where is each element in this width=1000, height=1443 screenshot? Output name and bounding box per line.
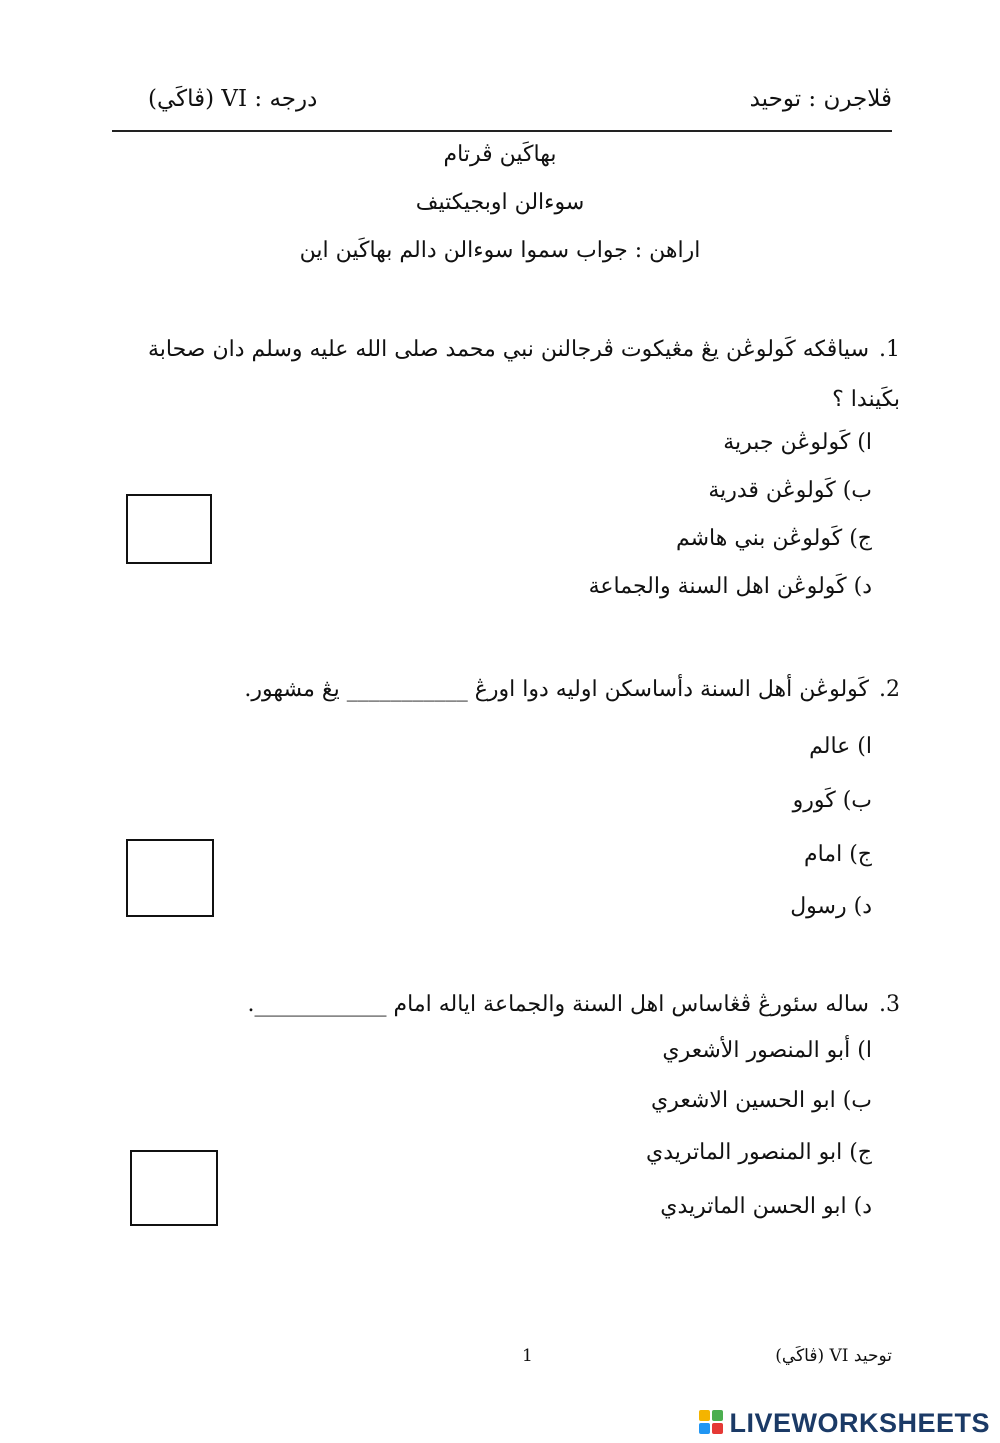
grade-label: درجه : VI (ڤاكَي) <box>148 86 318 112</box>
question-text: ساله سئورڠ ڤڠاساس اهل السنة والجماعة اياله امام ____________. <box>247 992 869 1017</box>
q1-option-a: ا) كَولوڠن جبرية <box>723 430 872 455</box>
footer-label: توحيد VI (ڤاكَي) <box>775 1346 892 1366</box>
section-subtitle: سوءالن اوبجيكتيف <box>415 190 585 215</box>
q1-option-c: ج) كَولوڠن بني هاشم <box>675 526 872 551</box>
question-number: 2. <box>879 677 900 702</box>
q3-option-b: ب) ابو الحسين الاشعري <box>651 1088 872 1113</box>
q3-answer-box[interactable] <box>130 1150 218 1226</box>
page-number: 1 <box>522 1346 533 1366</box>
liveworksheets-brand <box>699 1408 990 1438</box>
question-1 <box>100 325 900 425</box>
header-divider <box>112 130 892 132</box>
q2-option-c: ج) امام <box>803 842 872 867</box>
q1-option-d: د) كَولوڠن اهل السنة والجماعة <box>588 574 872 599</box>
question-3 <box>100 980 900 1030</box>
brand-name: LIVEWORKSHEETS <box>729 1407 990 1438</box>
q3-option-c: ج) ابو المنصور الماتريدي <box>645 1140 872 1165</box>
q3-option-d: د) ابو الحسن الماتريدي <box>660 1194 872 1219</box>
subject-label: ڤلاجرن : توحيد <box>749 86 892 112</box>
liveworksheets-logo-icon <box>699 1410 725 1436</box>
question-2 <box>100 665 900 715</box>
q3-option-a: ا) أبو المنصور الأشعري <box>662 1038 872 1063</box>
question-text: كَولوڠن أهل السنة دأساسكن اوليه دوا اورڠ ___________ يڠ مشهور. <box>244 677 869 702</box>
q2-option-b: ب) كَورو <box>792 788 872 813</box>
section-instruction: اراهن : جواب سموا سوءالن دالم بهاكَين اين <box>299 238 701 263</box>
q1-answer-box[interactable] <box>126 494 212 564</box>
question-number: 3. <box>879 992 900 1017</box>
q1-option-b: ب) كَولوڠن قدرية <box>708 478 872 503</box>
question-text: سياڤكه كَولوڠن يڠ مڠيكوت ڤرجالنن نبي محمد صلى الله عليه وسلم دان صحابة بكَيندا ؟ <box>147 337 900 412</box>
section-title: بهاكَين ڤرتام <box>443 142 557 167</box>
question-number: 1. <box>879 337 900 362</box>
q2-option-d: د) رسول <box>790 894 872 919</box>
q2-option-a: ا) عالم <box>809 734 872 759</box>
q2-answer-box[interactable] <box>126 839 214 917</box>
